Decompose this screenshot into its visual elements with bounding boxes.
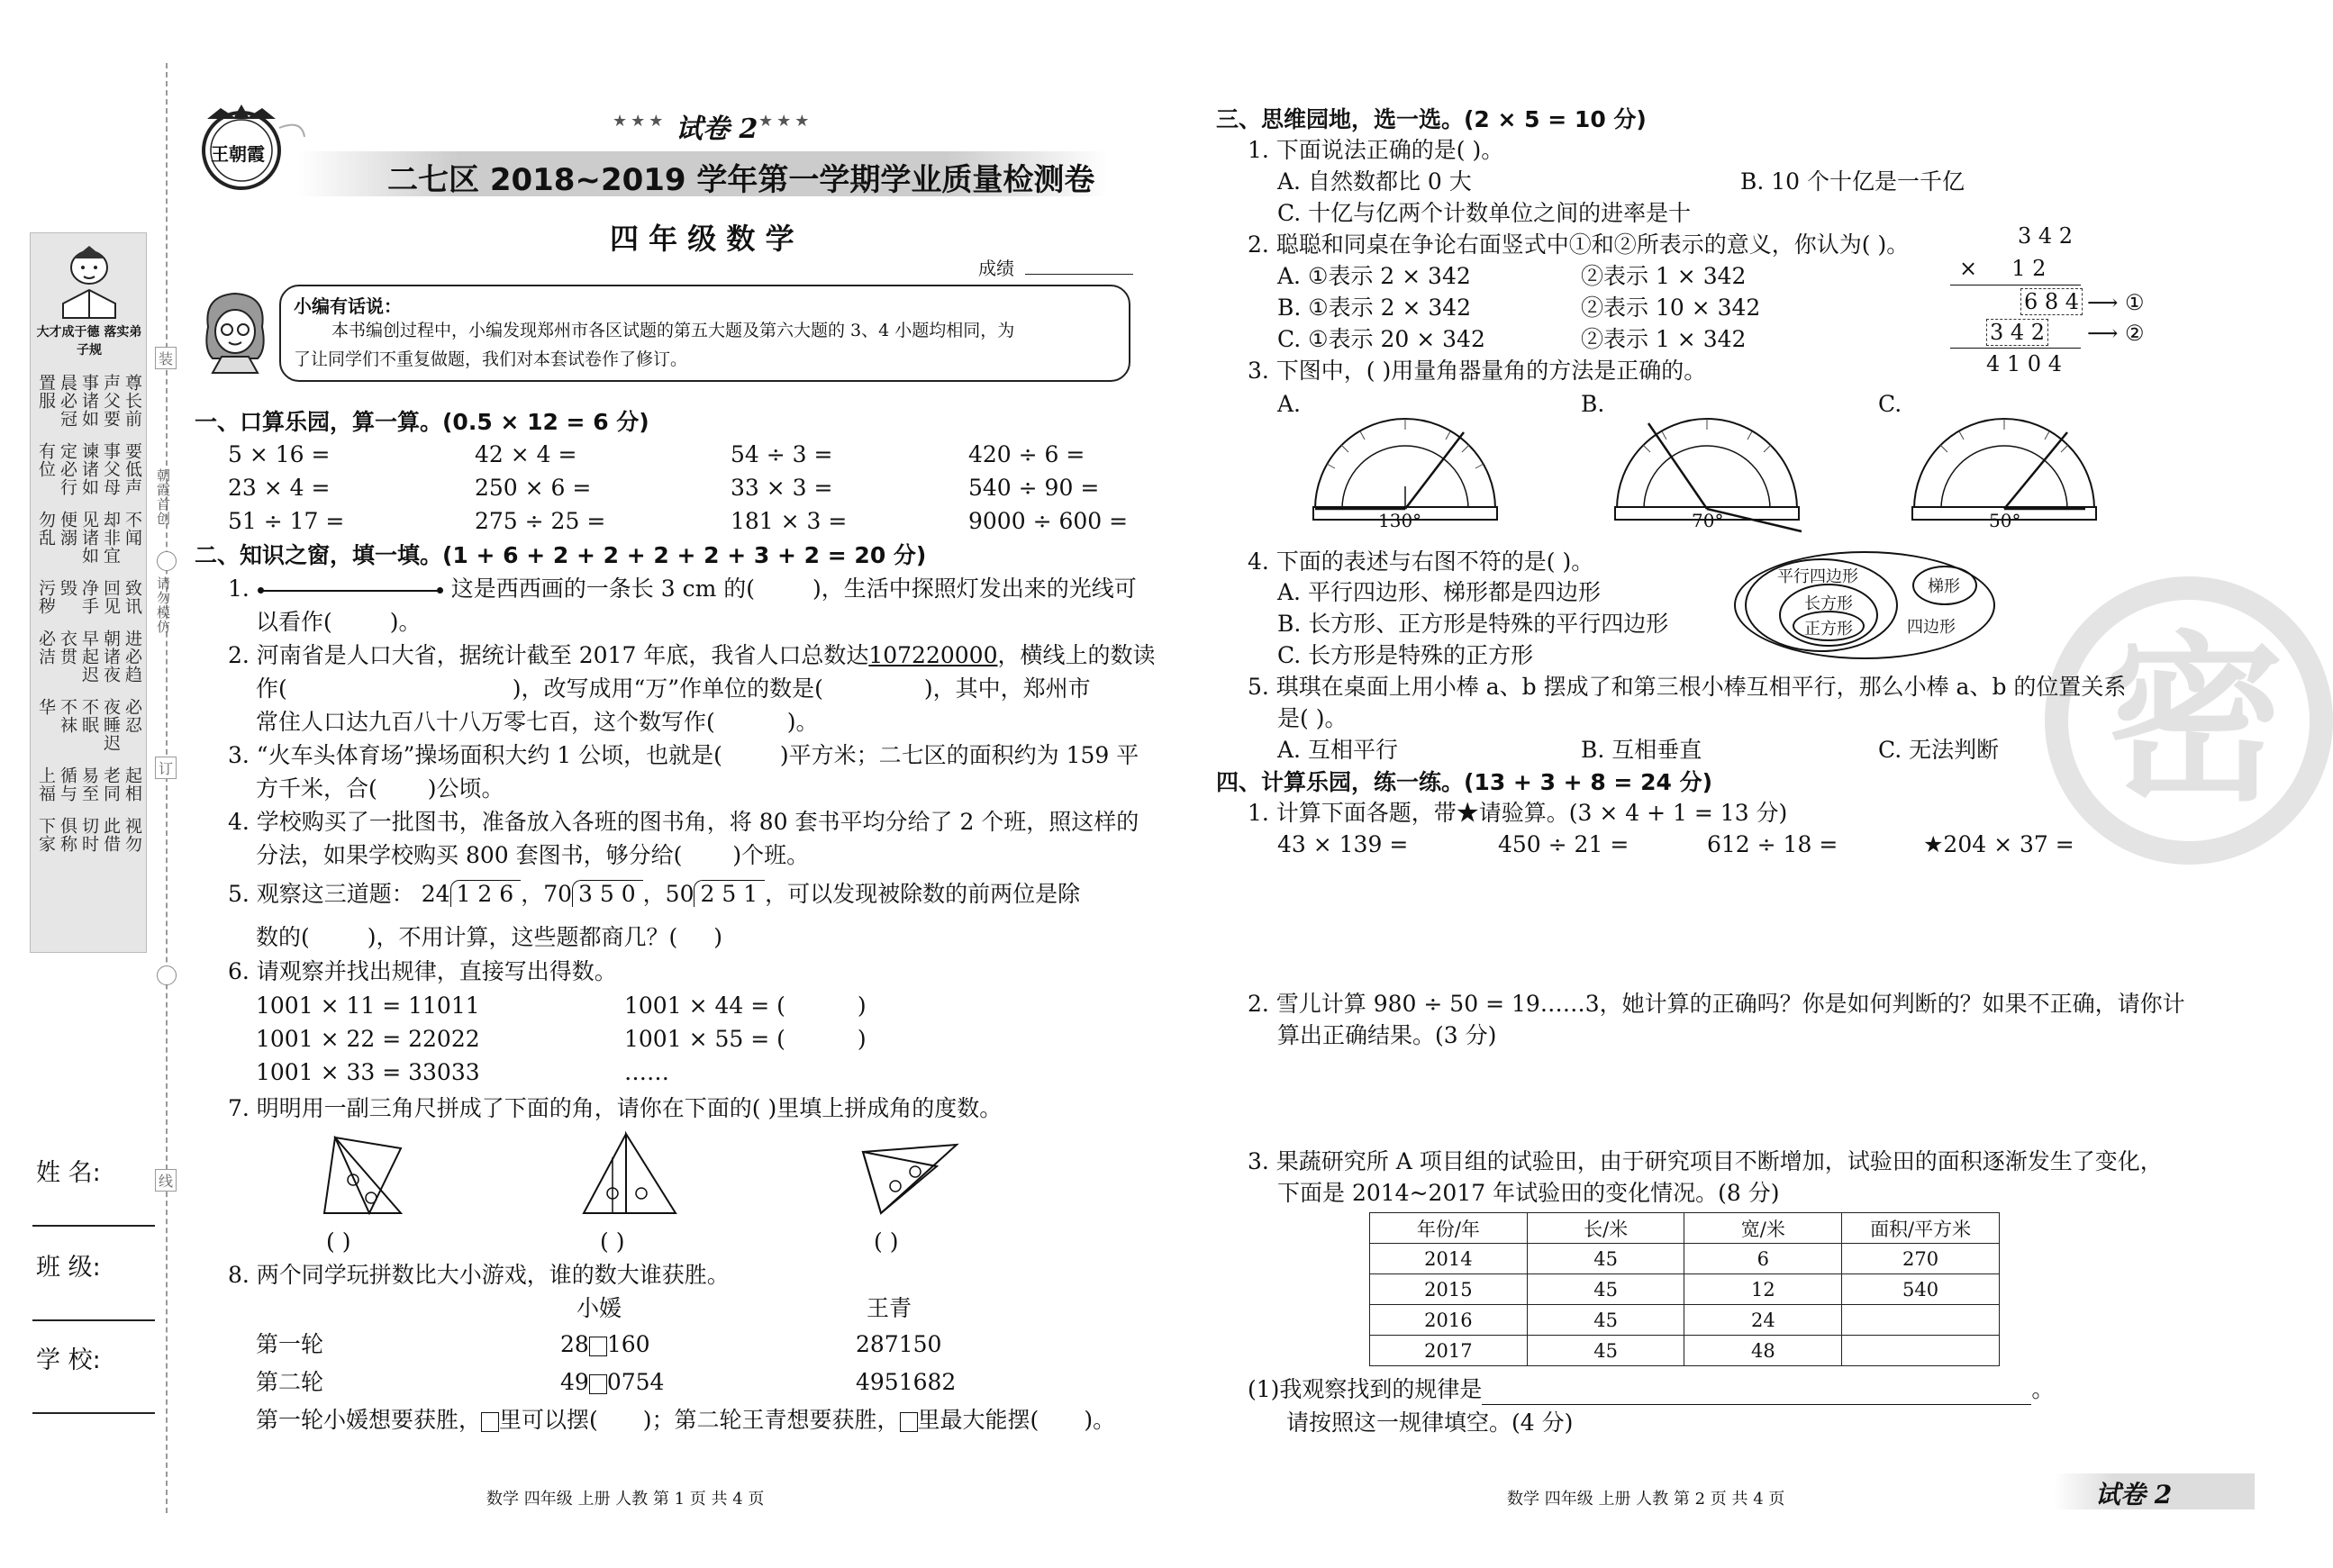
rule-col: 事父母 (101, 442, 121, 496)
table-row (1370, 1336, 2000, 1366)
editor-note-line1: 本书编创过程中，小编发现郑州市各区试题的第五大题及第六大题的 3、4 小题均相同，为 (331, 321, 1015, 340)
q8-col1: 小媛 (576, 1295, 622, 1321)
table-cell: 540 (1842, 1274, 2000, 1305)
rule-col: 起相 (123, 766, 142, 802)
s3-q4: 4. 下面的表述与右图不符的是( )。 (1248, 548, 1594, 575)
name-label: 姓 名: (36, 1159, 101, 1187)
q2-4: 4. 学校购买了一批图书，准备放入各班的图书角，将 80 套书平均分给了 2 个班，照这样的 (228, 809, 1139, 835)
section3-title: 三、思维园地，选一选。(2 × 5 = 10 分) (1216, 106, 1647, 132)
calc-item: 51 ÷ 17 = (228, 508, 345, 534)
section2-title: 二、知识之窗，填一填。(1 + 6 + 2 + 2 + 2 + 2 + 3 + 2 = 20 分) (195, 542, 927, 568)
boy-reading-illustration (50, 240, 128, 322)
rule-col: 不眠 (79, 698, 99, 734)
rule-col: 衣贯 (58, 630, 77, 666)
q2-1-num: 1. (228, 576, 250, 602)
rule-col: 朝诸夜 (101, 630, 121, 684)
s3-q4-C: C. 长方形是特殊的正方形 (1277, 642, 1534, 668)
rule-col: 回见 (101, 579, 121, 615)
rule-col: 此借 (101, 817, 121, 853)
digit-box[interactable] (589, 1374, 607, 1394)
q7-answer-1[interactable]: ( ) (326, 1228, 351, 1255)
s3-q5-cont: 是( )。 (1277, 705, 1348, 731)
calc-line1 (1950, 285, 2081, 286)
rule-col: 便溺 (58, 511, 77, 547)
set-square-figure-1 (315, 1130, 414, 1220)
table-cell: 6 (1684, 1244, 1842, 1274)
table-header: 年份/年 (1370, 1213, 1528, 1244)
q8-col2: 王青 (867, 1295, 912, 1321)
q8-row2-label: 第二轮 (256, 1369, 324, 1395)
field-change-table (1369, 1212, 2000, 1366)
venn-outer-label: 四边形 (1907, 618, 1956, 637)
q7-answer-3[interactable]: ( ) (874, 1228, 899, 1255)
q2-1: 1. 这是西西画的一条长 3 cm 的( )，生活中探照灯发出来的光线可 (228, 576, 1137, 602)
protractor-B-angle: 70° (1692, 510, 1724, 531)
rule-col: 切时 (79, 817, 99, 853)
rule-col: 勿乱 (36, 511, 56, 547)
side-motto-text: 大才成于德 落实弟子规 (36, 325, 142, 358)
q2-3: 3. “火车头体育场”操场面积大约 1 公顷，也就是( )平方米；二七区的面积约为 159 平 (228, 742, 1139, 768)
q2-4-cont: 分法，如果学校购买 800 套图书，够分给( )个班。 (256, 842, 810, 868)
rule-col: 毁 (58, 579, 77, 597)
rule-answer-line[interactable] (1482, 1382, 2031, 1405)
calc-row2: 3 4 2 (1986, 319, 2048, 346)
calc-top: 3 4 2 (2018, 223, 2074, 249)
table-header: 宽/米 (1684, 1213, 1842, 1244)
binding-note-1: 朝霞首创 (155, 468, 171, 526)
s3-q1-A: A. 自然数都比 0 大 (1277, 168, 1472, 195)
q7-answer-2[interactable]: ( ) (600, 1228, 625, 1255)
calc-item: 250 × 6 = (475, 475, 592, 501)
calc-line2 (1950, 348, 2081, 349)
rule-col: 尊长前 (123, 374, 142, 428)
table-cell: 45 (1527, 1274, 1684, 1305)
s3-q4-B: B. 长方形、正方形是特殊的平行四边形 (1277, 611, 1669, 637)
rule-col: 易至 (79, 766, 99, 802)
s3-q1: 1. 下面说法正确的是( )。 (1248, 137, 1504, 163)
s4-q2-cont: 算出正确结果。(3 分) (1277, 1022, 1497, 1048)
rule-col: 上福 (36, 766, 56, 802)
rule-col: 有位 (36, 442, 56, 478)
q6-row-right: …… (624, 1059, 669, 1085)
rule-col: 晨必冠 (58, 374, 77, 428)
s3-q5-A: A. 互相平行 (1277, 737, 1398, 763)
protractor-label-C: C. (1878, 391, 1902, 417)
table-row (1370, 1244, 2000, 1274)
s3-q2-B1: B. ①表示 2 × 342 (1277, 295, 1472, 321)
rule-col: 不袜 (58, 698, 77, 734)
protractor-A-angle: 130° (1378, 510, 1422, 531)
vertical-calc (1950, 220, 2145, 382)
rule-col: 下家 (36, 817, 56, 853)
s4-q1-item: 450 ÷ 21 = (1498, 831, 1629, 857)
table-header: 面积/平方米 (1842, 1213, 2000, 1244)
s3-q1-B: B. 10 个十亿是一千亿 (1740, 168, 1965, 195)
calc-row1: 6 8 4 (2020, 288, 2083, 315)
rule-col: 置服 (36, 374, 56, 410)
q8-row2-b: 4951682 (856, 1369, 957, 1395)
rule-col: 必洁 (36, 630, 56, 666)
venn-diagram (1734, 551, 1995, 659)
s3-q5: 5. 琪琪在桌面上用小棒 a、b 摆成了和第三根小棒互相平行，那么小棒 a、b 的位置关系 (1248, 674, 2127, 700)
table-cell: 2015 (1370, 1274, 1528, 1305)
logo-text: 王朝霞 (211, 143, 265, 165)
calc-item: 275 ÷ 25 = (475, 508, 606, 534)
q2-8: 8. 两个同学玩拼数比大小游戏，谁的数大谁获胜。 (228, 1262, 730, 1288)
rule-col: 进必趋 (123, 630, 142, 684)
rule-col: 见诸如 (79, 511, 99, 565)
class-label: 班 级: (36, 1254, 101, 1282)
s3-q2: 2. 聪聪和同桌在争论右面竖式中①和②所表示的意义，你认为( )。 (1248, 231, 1910, 258)
rule-col: 循与 (58, 766, 77, 802)
calc-item: 540 ÷ 90 = (968, 475, 1100, 501)
section4-title: 四、计算乐园，练一练。(13 + 3 + 8 = 24 分) (1216, 769, 1712, 795)
digit-box[interactable] (589, 1337, 607, 1356)
table-cell: 24 (1684, 1305, 1842, 1336)
rule-col: 视勿 (123, 817, 142, 853)
s4-q1-item: 612 ÷ 18 = (1707, 831, 1838, 857)
table-cell[interactable] (1842, 1336, 2000, 1366)
editor-note-line2: 了让同学们不重复做题，我们对本套试卷作了修订。 (294, 349, 688, 369)
s3-q4-A: A. 平行四边形、梯形都是四边形 (1277, 579, 1601, 605)
rule-col: 污秽 (36, 579, 56, 615)
s3-q2-A1: A. ①表示 2 × 342 (1277, 263, 1471, 289)
calc-item: 9000 ÷ 600 = (968, 508, 1129, 534)
calc-item: 181 × 3 = (731, 508, 848, 534)
protractor-label-A: A. (1277, 391, 1302, 417)
q2-2-cont: 作( )，改写成用“万”作单位的数是( )，其中，郑州市 (256, 675, 1091, 702)
left-footer: 数学 四年级 上册 人教 第 1 页 共 4 页 (486, 1490, 765, 1509)
s4-q3-sub2: 请按照这一规律填空。(4 分) (1286, 1409, 1574, 1436)
badge-stars-right: ★★★ (758, 112, 813, 131)
rule-col: 夜睡迟 (101, 698, 121, 752)
side-motto-panel (30, 232, 147, 953)
s4-q1: 1. 计算下面各题，带★请验算。(3 × 4 + 1 = 13 分) (1248, 800, 1788, 826)
binding-note-2: 请勿模仿 (155, 576, 171, 634)
rule-col: 俱称 (58, 817, 77, 853)
s4-q3: 3. 果蔬研究所 A 项目组的试验田，由于研究项目不断增加，试验田的面积逐渐发生了变化， (1248, 1148, 2163, 1174)
editor-note-title: 小编有话说： (294, 295, 402, 317)
corner-badge: 试卷 2 (2095, 1480, 2173, 1509)
school-field[interactable] (32, 1412, 155, 1414)
venn-trap-label: 梯形 (1928, 577, 1960, 596)
table-header-row (1370, 1213, 2000, 1244)
editor-girl-illustration (195, 286, 276, 376)
s4-q3-sub1: (1)我观察找到的规律是 。 (1248, 1374, 2054, 1405)
calc-item: 54 ÷ 3 = (731, 441, 833, 467)
table-row (1370, 1274, 2000, 1305)
set-square-figure-3 (856, 1139, 964, 1220)
table-cell: 12 (1684, 1274, 1842, 1305)
table-cell: 45 (1527, 1305, 1684, 1336)
rule-col: 事诸如 (79, 374, 99, 428)
q8-row1-label: 第一轮 (256, 1331, 324, 1357)
binding-char-ding: 订 (155, 757, 177, 779)
s3-q2-A2: ②表示 1 × 342 (1581, 263, 1747, 289)
binding-char-xian: 线 (155, 1169, 177, 1192)
rule-col: 必忍 (123, 698, 142, 734)
long-division-1: 24 1 2 6 (422, 879, 521, 910)
exam-badge: 试卷 2 (676, 113, 758, 145)
calc-item: 23 × 4 = (228, 475, 331, 501)
q2-1-cont: 以看作( )。 (256, 609, 422, 635)
venn-para-label: 平行四边形 (1777, 567, 1858, 586)
q2-7: 7. 明明用一副三角尺拼成了下面的角，请你在下面的( )里填上拼成角的度数。 (228, 1095, 1003, 1121)
name-field[interactable] (32, 1225, 155, 1227)
q2-2: 2. 河南省是人口大省，据统计截至 2017 年底，我省人口总数达107220000，横线上的数读 (228, 642, 1156, 668)
venn-rect-label: 长方形 (1804, 594, 1853, 613)
q6-row: 1001 × 22 = 22022 (256, 1026, 480, 1052)
calc-mult: × 1 2 (1959, 256, 2047, 281)
q6-row: 1001 × 33 = 33033 (256, 1059, 480, 1085)
s3-q3: 3. 下图中，( )用量角器量角的方法是正确的。 (1248, 358, 1707, 384)
table-cell: 2016 (1370, 1305, 1528, 1336)
binding-circle-1 (157, 551, 177, 571)
table-header: 长/米 (1527, 1213, 1684, 1244)
school-label: 学 校: (36, 1346, 101, 1374)
rule-col: 不闻 (123, 511, 142, 547)
watermark-seal (2045, 576, 2333, 865)
digit-box (900, 1412, 918, 1432)
badge-stars: ★★★ (613, 112, 667, 131)
side-rules-columns (38, 368, 141, 945)
binding-circle-2 (157, 965, 177, 985)
s3-q5-B: B. 互相垂直 (1581, 737, 1702, 763)
table-cell: 270 (1842, 1244, 2000, 1274)
rule-col: 谏诸如 (79, 442, 99, 496)
s3-q2-C1: C. ①表示 20 × 342 (1277, 326, 1485, 352)
watermark-char: 密 (2104, 616, 2285, 826)
arrow-1: ⟶ ① (2087, 290, 2145, 315)
rule-col: 致讯 (123, 579, 142, 615)
calc-result: 4 1 0 4 (1986, 351, 2062, 376)
s4-q2: 2. 雪儿计算 980 ÷ 50 = 19……3，她计算的正确吗？你是如何判断的？如果不正确，请你计 (1248, 991, 2185, 1017)
q8-last: 第一轮小媛想要获胜， 里可以摆( )；第二轮王青想要获胜， 里最大能摆( )。 (256, 1407, 1116, 1433)
subject-title: 四 年 级 数 学 (610, 222, 794, 256)
calc-item: 420 ÷ 6 = (968, 441, 1085, 467)
q2-3-cont: 方千米，合( )公顷。 (256, 775, 504, 802)
rule-col: 早起迟 (79, 630, 99, 684)
rule-col: 声父要 (101, 374, 121, 428)
section1-title: 一、口算乐园，算一算。(0.5 × 12 = 6 分) (195, 409, 649, 435)
protractor-label-B: B. (1581, 391, 1605, 417)
q8-row1-a: 28 160 (560, 1331, 650, 1357)
digit-box (481, 1412, 499, 1432)
rule-col: 老同 (101, 766, 121, 802)
s3-q1-C: C. 十亿与亿两个计数单位之间的进率是十 (1277, 200, 1692, 226)
s4-q1-item: ★204 × 37 = (1923, 831, 2074, 857)
calc-item: 5 × 16 = (228, 441, 331, 467)
score-field[interactable] (1025, 274, 1133, 275)
s4-q1-item: 43 × 139 = (1277, 831, 1409, 857)
table-cell: 48 (1684, 1336, 1842, 1366)
s4-q3-cont: 下面是 2014~2017 年试验田的变化情况。(8 分) (1277, 1180, 1780, 1206)
s3-q2-B2: ②表示 10 × 342 (1581, 295, 1761, 321)
table-cell: 2017 (1370, 1336, 1528, 1366)
q8-row1-b: 287150 (856, 1331, 942, 1357)
class-field[interactable] (32, 1319, 155, 1321)
rule-col: 华 (36, 698, 56, 716)
q6-row-right: 1001 × 44 = ( ) (624, 992, 867, 1019)
q2-5: 5. 观察这三道题： 24 1 2 6 ，70 3 5 0 ，50 2 5 1 ，可以发现被除数的前两位是除 (228, 879, 1080, 910)
arrow-2: ⟶ ② (2087, 321, 2145, 346)
long-division-3: 50 2 5 1 (666, 879, 765, 910)
table-cell: 45 (1527, 1244, 1684, 1274)
binding-char-zhuang: 装 (155, 347, 177, 369)
rule-col: 净手 (79, 579, 99, 615)
table-cell: 45 (1527, 1336, 1684, 1366)
rule-col: 要低声 (123, 442, 142, 496)
left-binding-dashed-line (166, 63, 168, 1513)
venn-square-label: 正方形 (1804, 620, 1853, 639)
calc-item: 33 × 3 = (731, 475, 833, 501)
table-cell: 2014 (1370, 1244, 1528, 1274)
table-cell[interactable] (1842, 1305, 2000, 1336)
right-footer: 数学 四年级 上册 人教 第 2 页 共 4 页 (1507, 1490, 1785, 1509)
protractor-C-angle: 50° (1989, 510, 2021, 531)
calc-item: 42 × 4 = (475, 441, 577, 467)
q2-6: 6. 请观察并找出规律，直接写出得数。 (228, 958, 617, 984)
ray-figure (260, 590, 440, 592)
q2-2-number: 107220000 (868, 642, 998, 668)
s3-q2-C2: ②表示 1 × 342 (1581, 326, 1747, 352)
s3-q5-C: C. 无法判断 (1878, 737, 2000, 763)
score-label: 成绩 (978, 258, 1014, 279)
q2-5-cont: 数的( )，不用计算，这些题都商几？( ) (256, 924, 723, 950)
q8-row2-a: 49 0754 (560, 1369, 665, 1395)
q6-row: 1001 × 11 = 11011 (256, 992, 480, 1019)
main-title: 二七区 2018~2019 学年第一学期学业质量检测卷 (387, 162, 1095, 198)
set-square-figure-2 (576, 1130, 685, 1220)
table-row (1370, 1305, 2000, 1336)
rule-col: 定必行 (58, 442, 77, 496)
rule-col: 却非宜 (101, 511, 121, 565)
q2-2-cont2: 常住人口达九百八十八万零七百，这个数写作( )。 (256, 709, 819, 735)
long-division-2: 70 3 5 0 (543, 879, 642, 910)
q6-row-right: 1001 × 55 = ( ) (624, 1026, 867, 1052)
